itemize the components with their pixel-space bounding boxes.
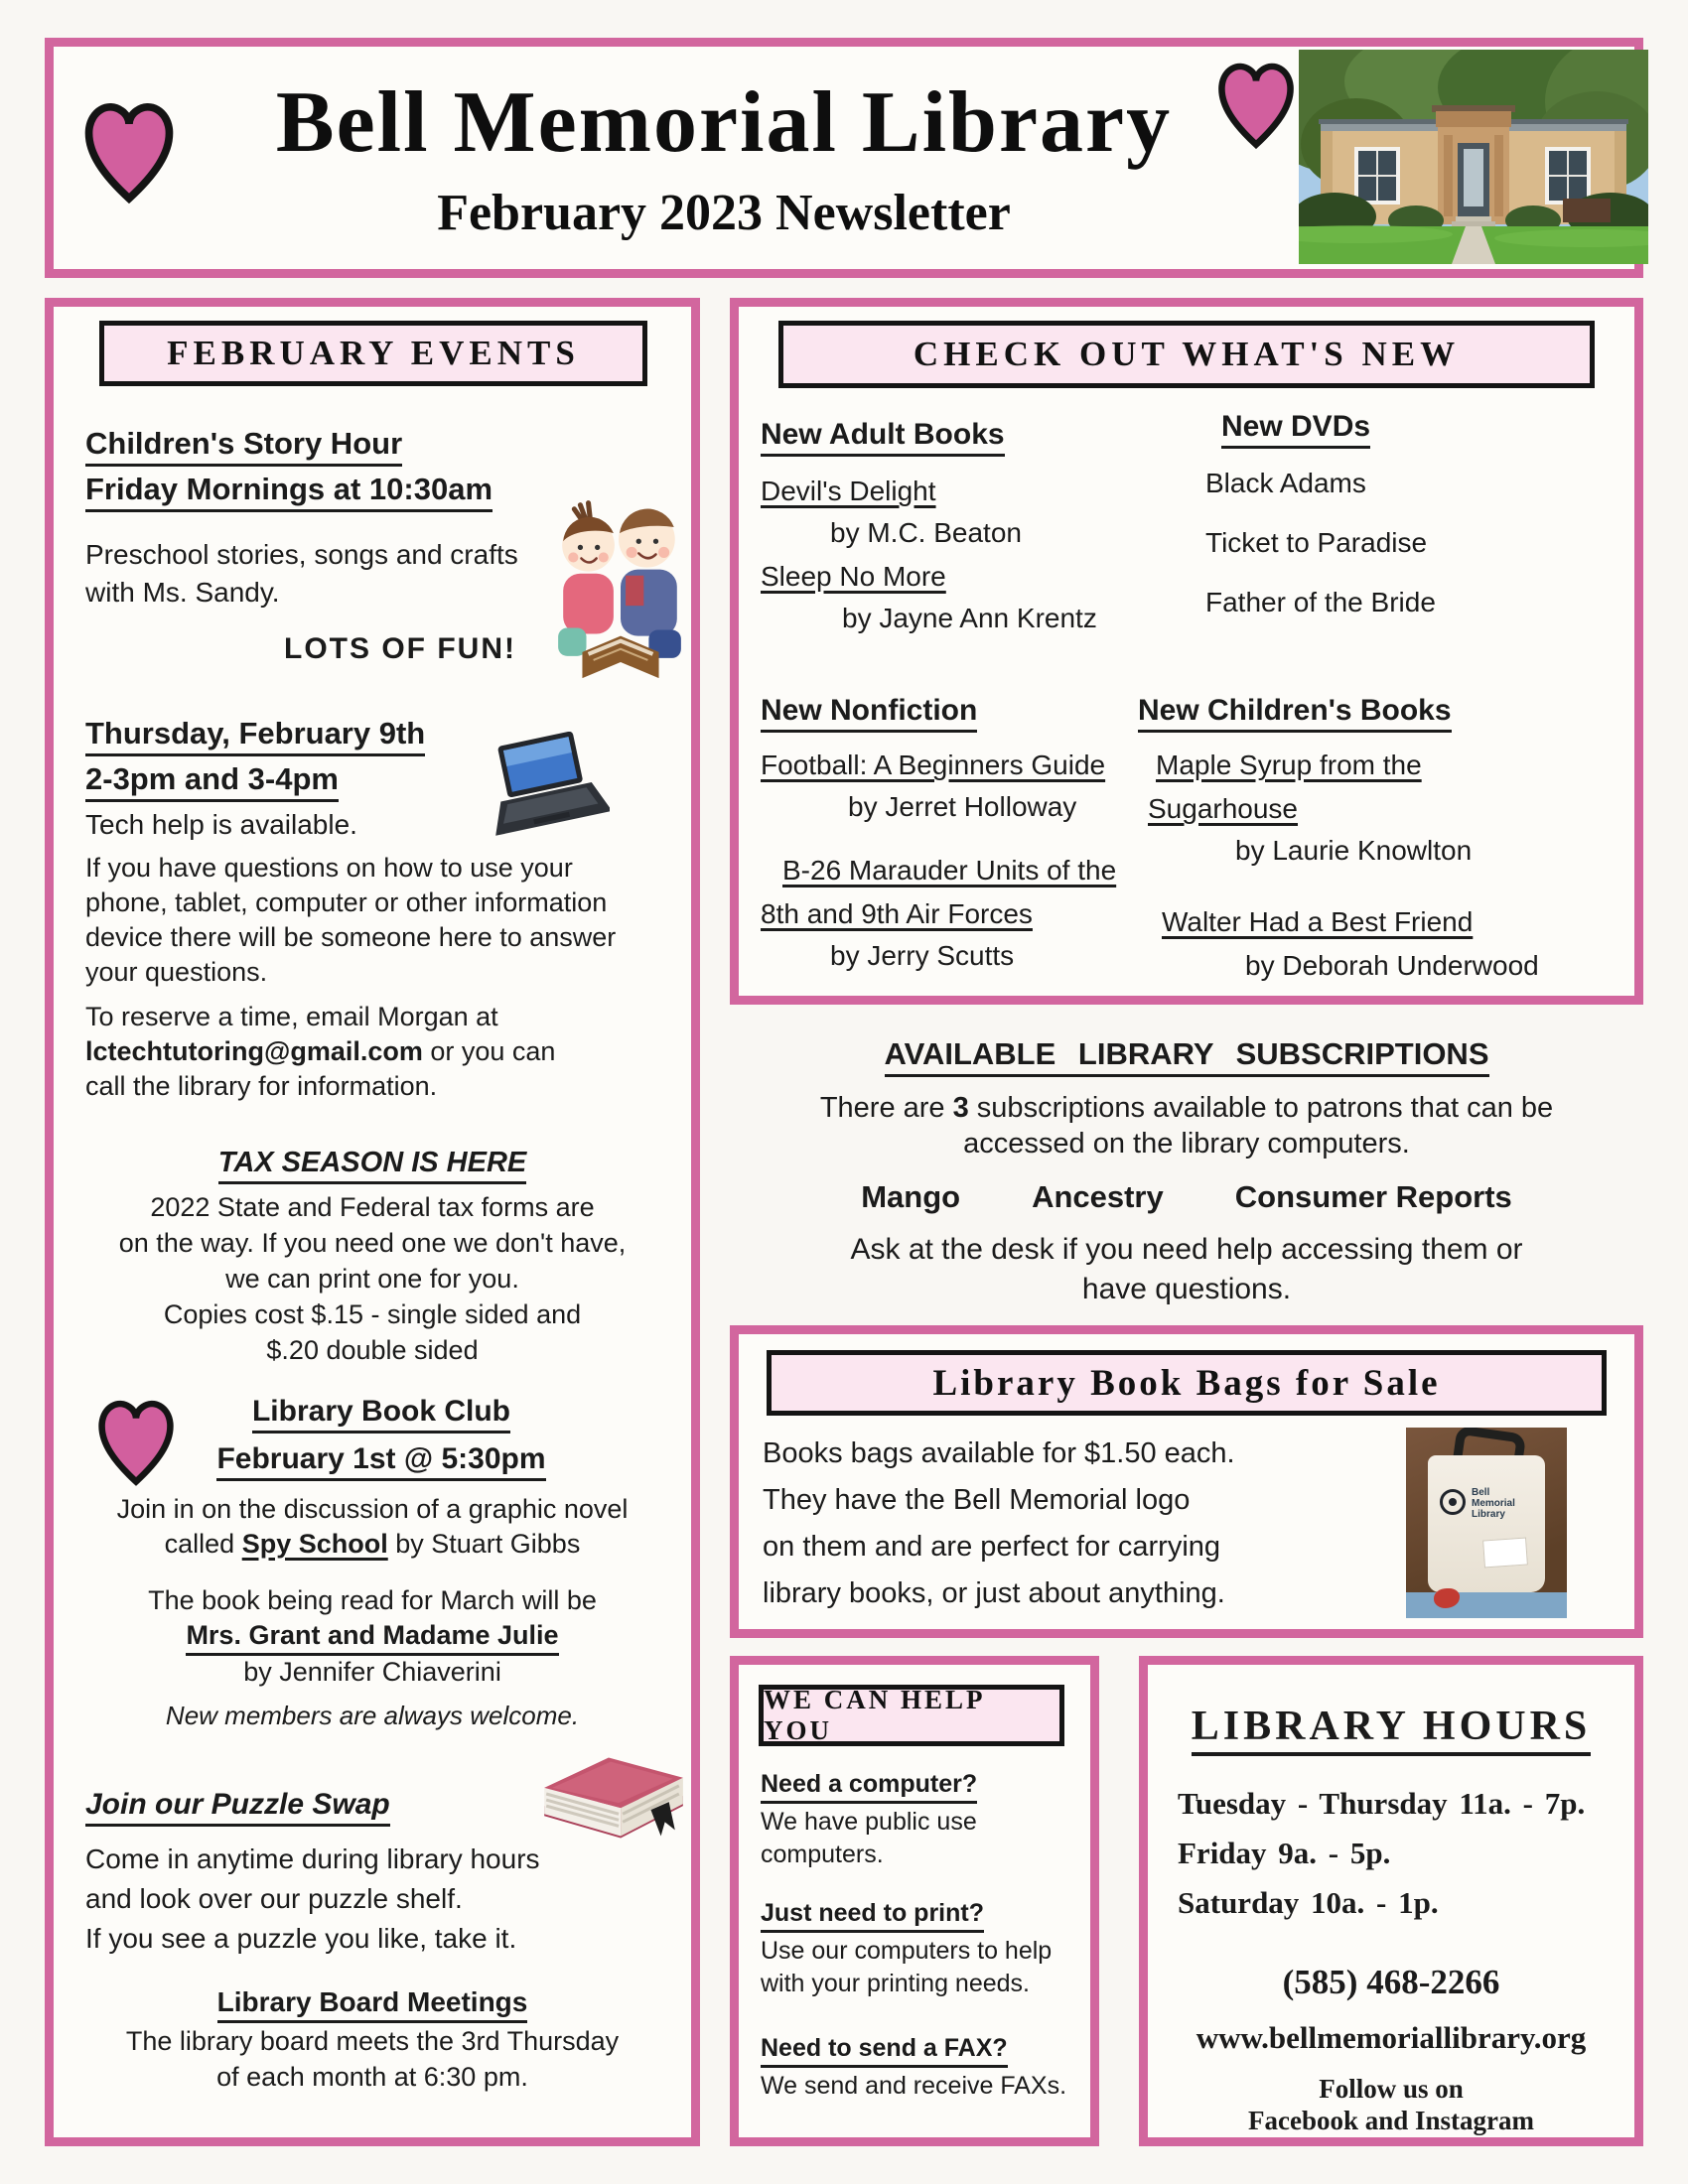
help-answer: We have public use — [761, 1808, 977, 1836]
whats-new-box — [730, 298, 1643, 1005]
help-question: Need a computer? — [761, 1770, 977, 1804]
book-bags-line: Books bags available for $1.50 each. — [763, 1437, 1235, 1469]
book-title: Sugarhouse — [1148, 793, 1299, 824]
book-bags-line: They have the Bell Memorial logo — [763, 1484, 1191, 1516]
book-author: by Jerret Holloway — [848, 791, 1077, 822]
phone-number: (585) 468-2266 — [1282, 1963, 1500, 2001]
help-box — [730, 1656, 1099, 2146]
board-meetings-line: of each month at 6:30 pm. — [216, 2062, 528, 2092]
book-author: by Deborah Underwood — [1245, 950, 1539, 981]
book-club-title: Library Book Club — [183, 1395, 580, 1433]
header-box — [45, 38, 1643, 278]
book-icon — [532, 1744, 693, 1847]
new-members-note: New members are always welcome. — [165, 1701, 580, 1730]
follow-us-line: Follow us on — [1319, 2074, 1464, 2104]
book-title: Walter Had a Best Friend — [1162, 906, 1474, 937]
board-meetings-title: Library Board Meetings — [54, 1986, 691, 2023]
book-bags-line: on them and are perfect for carrying — [763, 1531, 1221, 1563]
dvd-title: Father of the Bride — [1205, 587, 1436, 617]
book-author: by Jerry Scutts — [830, 940, 1015, 971]
hours-box — [1139, 1656, 1643, 2146]
book-title: Spy School — [241, 1529, 388, 1559]
book-title: 8th and 9th Air Forces — [761, 898, 1033, 929]
tax-season-line: we can print one for you. — [225, 1264, 519, 1294]
tech-help-date: Thursday, February 9th — [85, 716, 425, 756]
help-question: Need to send a FAX? — [761, 2034, 1008, 2068]
bag-logo-text: Bell Memorial Library — [1472, 1487, 1515, 1520]
hours-line: Friday 9a. - 5p. — [1178, 1836, 1391, 1870]
bag-logo-icon — [1440, 1489, 1466, 1515]
book-bag-photo — [1406, 1428, 1567, 1618]
book-title: Football: A Beginners Guide — [761, 750, 1106, 780]
tech-help-paragraph: phone, tablet, computer or other information — [85, 887, 608, 917]
heart-icon — [91, 1391, 181, 1488]
page-title: Bell Memorial Library — [275, 74, 1173, 171]
dvd-title: Ticket to Paradise — [1205, 527, 1428, 558]
book-author: by Jayne Ann Krentz — [842, 603, 1097, 633]
puzzle-swap-line: and look over our puzzle shelf. — [85, 1883, 463, 1914]
book-club-line: Join in on the discussion of a graphic novel — [116, 1494, 629, 1524]
story-hour-body: Preschool stories, songs and crafts — [85, 539, 518, 570]
tax-season-line: Copies cost $.15 - single sided and — [163, 1299, 582, 1329]
february-events-box — [45, 298, 700, 2146]
tech-reserve-line: To reserve a time, email Morgan at — [85, 1002, 498, 1031]
book-title: Sleep No More — [761, 561, 946, 592]
new-dvds-title: New DVDs — [1221, 410, 1370, 449]
story-hour-time: Friday Mornings at 10:30am — [85, 472, 492, 512]
dvd-title: Black Adams — [1205, 468, 1366, 498]
lots-of-fun-text: LOTS OF FUN! — [284, 632, 516, 665]
book-author: by Laurie Knowlton — [1235, 835, 1473, 866]
heart-icon — [1215, 53, 1297, 152]
book-bags-heading: Library Book Bags for Sale — [767, 1350, 1607, 1416]
book-bags-box — [730, 1325, 1643, 1638]
help-answer: We send and receive FAXs. — [761, 2072, 1067, 2100]
tax-season-line: 2022 State and Federal tax forms are — [150, 1192, 595, 1222]
book-author: by M.C. Beaton — [830, 517, 1022, 548]
kids-reading-icon — [550, 497, 691, 692]
subscriptions-ask: Ask at the desk if you need help accessing them or — [850, 1233, 1523, 1266]
puzzle-swap-line: Come in anytime during library hours — [85, 1843, 540, 1874]
board-meetings-line: The library board meets the 3rd Thursday — [125, 2026, 620, 2056]
puzzle-swap-title: Join our Puzzle Swap — [85, 1788, 390, 1827]
new-childrens-books-title: New Children's Books — [1138, 694, 1452, 733]
subscriptions-ask: have questions. — [1081, 1273, 1292, 1305]
tech-reserve-line: lctechtutoring@gmail.com or you can — [85, 1036, 556, 1066]
whats-new-heading: CHECK OUT WHAT'S NEW — [778, 321, 1595, 388]
book-club-time: February 1st @ 5:30pm — [183, 1442, 580, 1481]
help-heading: WE CAN HELP YOU — [759, 1685, 1064, 1746]
events-heading: FEBRUARY EVENTS — [99, 321, 647, 386]
service-name: Ancestry — [1032, 1179, 1164, 1214]
story-hour-body: with Ms. Sandy. — [85, 577, 280, 608]
help-question: Just need to print? — [761, 1899, 984, 1933]
help-answer: computers. — [761, 1841, 884, 1868]
help-answer: with your printing needs. — [761, 1970, 1030, 1997]
subscription-services — [730, 1179, 1643, 1215]
service-name: Mango — [861, 1179, 961, 1214]
subscriptions-body: accessed on the library computers. — [963, 1128, 1410, 1160]
hours-line: Saturday 10a. - 1p. — [1178, 1885, 1439, 1920]
tax-season-line: on the way. If you need one we don't have, — [118, 1228, 627, 1258]
help-answer: Use our computers to help — [761, 1937, 1053, 1965]
hours-heading: LIBRARY HOURS — [1148, 1703, 1634, 1756]
tote-bag — [1428, 1455, 1545, 1592]
book-author: by Jennifer Chiaverini — [243, 1657, 501, 1687]
subscriptions-title: AVAILABLE LIBRARY SUBSCRIPTIONS — [730, 1036, 1643, 1077]
book-club-line: called Spy School by Stuart Gibbs — [164, 1529, 581, 1559]
new-adult-books-title: New Adult Books — [761, 418, 1005, 457]
tech-help-paragraph: device there will be someone here to answer — [85, 922, 617, 952]
page-subtitle: February 2023 Newsletter — [437, 185, 1011, 241]
book-bags-line: library books, or just about anything. — [763, 1577, 1225, 1609]
tech-help-paragraph: If you have questions on how to use your — [85, 853, 573, 883]
tax-season-line: $.20 double sided — [266, 1335, 479, 1365]
price-tag — [1482, 1537, 1528, 1568]
story-hour-title: Children's Story Hour — [85, 426, 402, 467]
library-building-photo — [1299, 50, 1648, 264]
book-title: B-26 Marauder Units of the — [782, 855, 1117, 886]
book-title: Maple Syrup from the — [1156, 750, 1422, 780]
follow-us-line: Facebook and Instagram — [1247, 2106, 1535, 2135]
table-edge — [1406, 1592, 1567, 1618]
website-url: www.bellmemoriallibrary.org — [1196, 2020, 1587, 2055]
tech-help-paragraph: your questions. — [85, 957, 268, 987]
tech-reserve-line: call the library for information. — [85, 1071, 438, 1101]
book-title: Devil's Delight — [761, 476, 936, 506]
heart-icon — [81, 88, 177, 209]
tax-season-title: TAX SEASON IS HERE — [54, 1147, 691, 1184]
book-title: Mrs. Grant and Madame Julie — [54, 1620, 691, 1656]
new-nonfiction-title: New Nonfiction — [761, 694, 977, 733]
hours-line: Tuesday - Thursday 11a. - 7p. — [1178, 1786, 1586, 1821]
puzzle-swap-line: If you see a puzzle you like, take it. — [85, 1923, 517, 1954]
tech-help-availability: Tech help is available. — [85, 809, 357, 840]
laptop-icon — [479, 732, 610, 843]
service-name: Consumer Reports — [1234, 1179, 1512, 1214]
book-club-march-line: The book being read for March will be — [148, 1585, 597, 1615]
subscriptions-body: There are 3 subscriptions available to patrons that can be — [819, 1092, 1554, 1124]
email-address: lctechtutoring@gmail.com — [85, 1036, 423, 1066]
tech-help-time: 2-3pm and 3-4pm — [85, 761, 339, 802]
